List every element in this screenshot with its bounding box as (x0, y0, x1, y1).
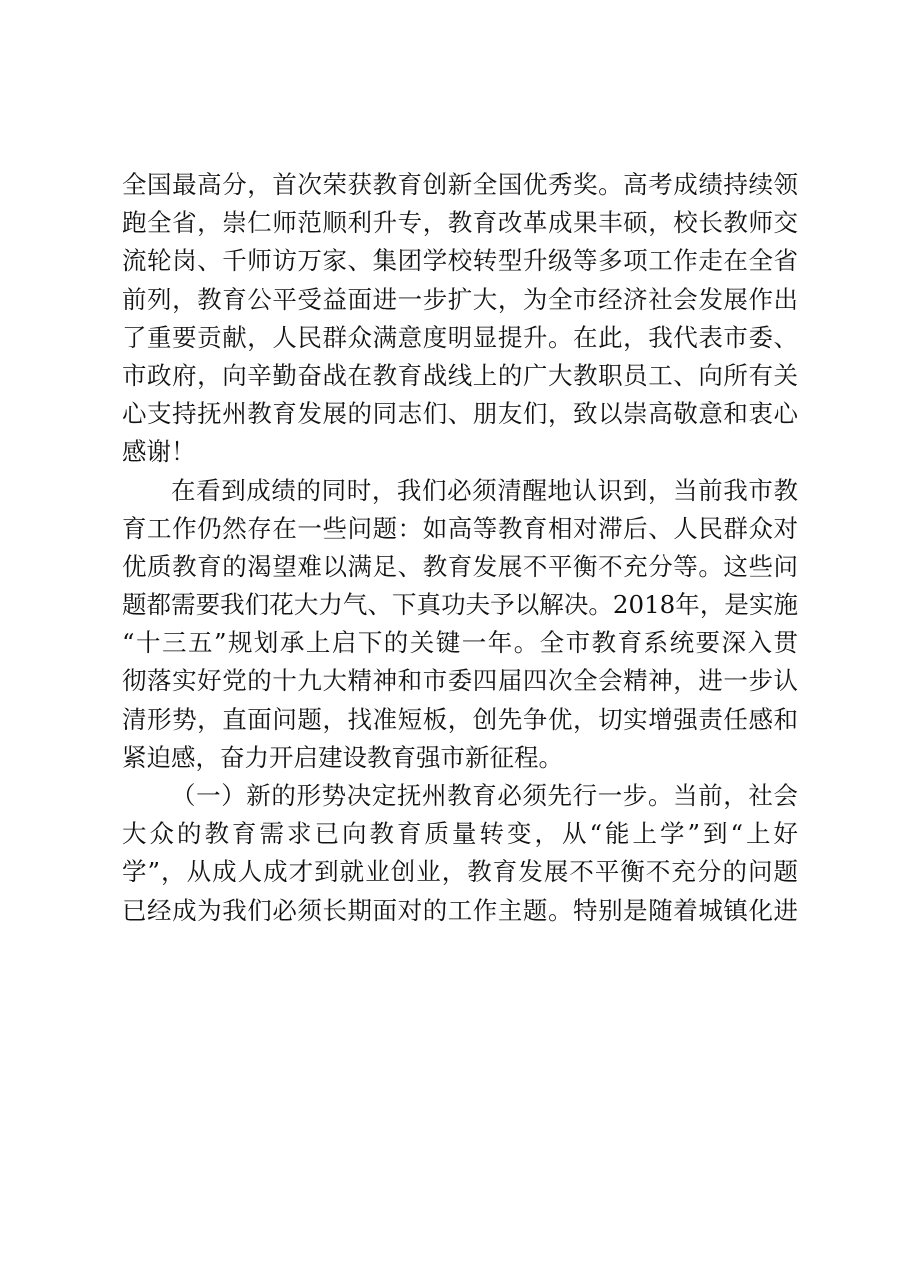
text-line: （一）新的形势决定抚州教育必须先行一步。当前，社会 (171, 781, 798, 810)
text-line: 感谢！ (122, 437, 196, 467)
paragraph-3 (122, 777, 798, 930)
text-line: 跑全省，崇仁师范顺利升专，教育改革成果丰硕，校长教师交 (122, 208, 798, 238)
text-line: “十三五”规划承上启下的关键一年。全市教育系统要深入贯 (122, 628, 798, 658)
text-line: 彻落实好党的十九大精神和市委四届四次全会精神，进一步认 (122, 666, 798, 696)
text-line: 心支持抚州教育发展的同志们、朋友们，致以崇高敬意和衷心 (122, 399, 798, 429)
text-line: 紧迫感，奋力开启建设教育强市新征程。 (122, 742, 563, 772)
text-line: 前列，教育公平受益面进一步扩大，为全市经济社会发展作出 (122, 284, 798, 314)
text-line: 了重要贡献，人民群众满意度明显提升。在此，我代表市委、 (122, 322, 798, 352)
text-line: 流轮岗、千师访万家、集团学校转型升级等多项工作走在全省 (122, 246, 798, 276)
text-line: 清形势，直面问题，找准短板，创先争优，切实增强责任感和 (122, 704, 798, 734)
text-line: 育工作仍然存在一些问题：如高等教育相对滞后、人民群众对 (122, 513, 798, 543)
paragraph-2 (122, 472, 798, 778)
text-line: 学”，从成人成才到就业创业，教育发展不平衡不充分的问题 (122, 857, 798, 887)
text-line: 市政府，向辛勤奋战在教育战线上的广大教职员工、向所有关 (122, 360, 798, 390)
text-line: 已经成为我们必须长期面对的工作主题。特别是随着城镇化进 (122, 895, 798, 925)
paragraph-1 (122, 166, 798, 472)
document-body (122, 166, 798, 930)
text-line: 题都需要我们花大力气、下真功夫予以解决。2018年，是实施 (122, 590, 798, 620)
text-line: 在看到成绩的同时，我们必须清醒地认识到，当前我市教 (171, 475, 798, 505)
text-line: 全国最高分，首次荣获教育创新全国优秀奖。高考成绩持续领 (122, 170, 798, 199)
text-line: 优质教育的渴望难以满足、教育发展不平衡不充分等。这些问 (122, 551, 798, 581)
text-line: 大众的教育需求已向教育质量转变，从“能上学”到“上好 (122, 819, 798, 849)
